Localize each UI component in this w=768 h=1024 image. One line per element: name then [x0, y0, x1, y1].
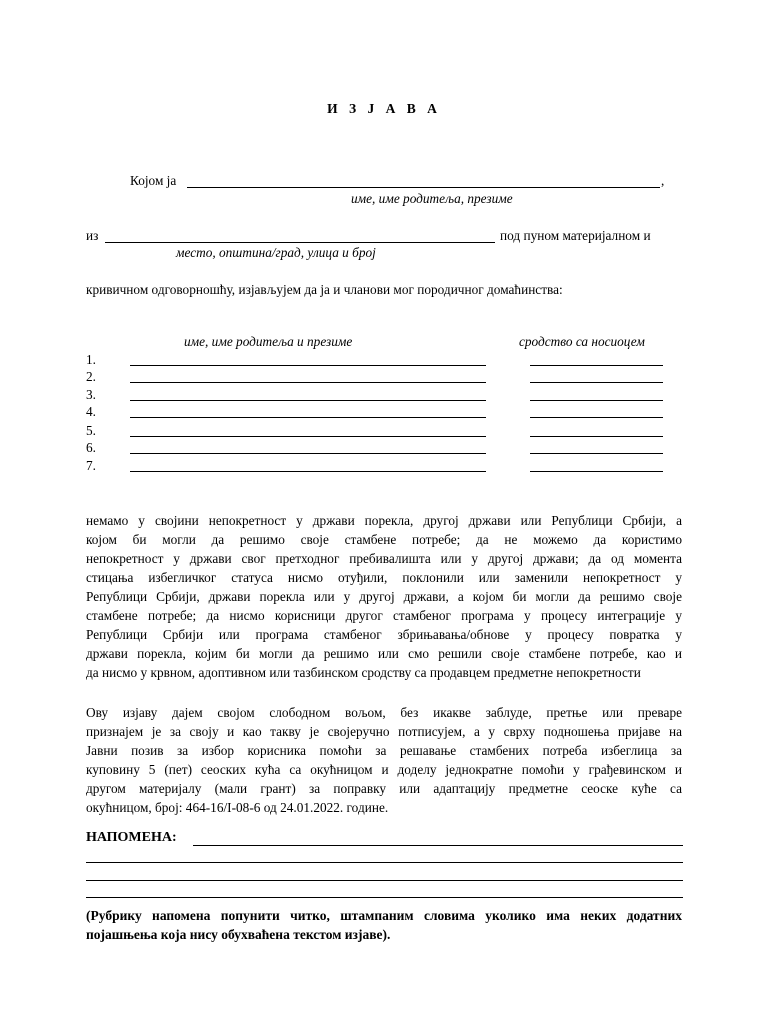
paragraph-line: стицања избегличког статуса нисмо отуђили, поклонили или заменили непокретност у: [86, 570, 682, 585]
row-number: 3.: [86, 387, 96, 402]
row-number: 6.: [86, 440, 96, 455]
members-column-header: име, име родитеља и презиме: [184, 334, 353, 349]
note-field-line[interactable]: [86, 862, 683, 863]
member-name-field[interactable]: [130, 453, 486, 454]
member-relation-field[interactable]: [530, 471, 663, 472]
document-title: И З Ј А В А: [327, 101, 441, 116]
note-field-line[interactable]: [86, 880, 683, 881]
paragraph-line: Републици Србији или програма стамбеног збрињавања/обнове у процесу повратка у: [86, 627, 682, 642]
member-relation-field[interactable]: [530, 382, 663, 383]
declaration-paragraph: [86, 511, 682, 682]
paragraph-line: Јавни позив за избор корисника помоћи за решавање стамбених потреба избеглица за: [86, 743, 682, 758]
row-number: 4.: [86, 404, 96, 419]
statement-intro: кривичном одговорношћу, изјављујем да ја и чланови мог породичног домаћинства:: [86, 282, 563, 297]
paragraph-line: окућницом, број: 464-16/I-08-6 од 24.01.2022. године.: [86, 800, 389, 815]
row-number: 1.: [86, 352, 96, 367]
member-relation-field[interactable]: [530, 400, 663, 401]
relation-column-header: сродство са носиоцем: [519, 334, 645, 349]
note-field-line[interactable]: [193, 845, 683, 846]
member-relation-field[interactable]: [530, 453, 663, 454]
address-label: из: [86, 228, 99, 243]
address-trailing-text: под пуном материјалном и: [500, 228, 651, 243]
member-name-field[interactable]: [130, 417, 486, 418]
note-instruction: [86, 906, 682, 944]
name-field-comma: ,: [661, 173, 665, 188]
member-name-field[interactable]: [130, 382, 486, 383]
name-label: Којом ја: [130, 173, 177, 188]
note-field-line[interactable]: [86, 897, 683, 898]
address-hint: место, општина/град, улица и број: [176, 245, 376, 260]
paragraph-line: другом материјалу (мали грант) за поправку или адаптацију предметне сеоске куће са: [86, 781, 682, 796]
paragraph-line: немамо у својини непокретност у држави порекла, другој држави или Републици Србији, а: [86, 513, 682, 528]
member-relation-field[interactable]: [530, 365, 663, 366]
note-label: НАПОМЕНА:: [86, 830, 177, 845]
instruction-line: појашњења која нису обухваћена текстом изјаве).: [86, 927, 391, 942]
row-number: 2.: [86, 369, 96, 384]
paragraph-line: признајем је за своју и као такву је својеручно потписујем, а у сврху подношења пријаве на: [86, 724, 682, 739]
row-number: 5.: [86, 423, 96, 438]
paragraph-line: држави порекла, којим би могли да решимо или смо решили своје стамбене потребе, као и: [86, 646, 682, 661]
address-field[interactable]: [105, 242, 495, 243]
member-relation-field[interactable]: [530, 417, 663, 418]
paragraph-line: куповину 5 (пет) сеоских кућа са окућницом и доделу једнократне помоћи у грађевинском и: [86, 762, 682, 777]
member-relation-field[interactable]: [530, 436, 663, 437]
paragraph-line: стамбене потребе; да нисмо корисници другог стамбеног програма у процесу интеграције у: [86, 608, 682, 623]
row-number: 7.: [86, 458, 96, 473]
member-name-field[interactable]: [130, 436, 486, 437]
paragraph-line: непокретност у држави свог претходног пребивалишта или у другој држави; да од момента: [86, 551, 682, 566]
paragraph-line: Републици Србији, држави порекла или у другој држави, а којом би могли да решимо своје: [86, 589, 682, 604]
name-hint: име, име родитеља, презиме: [351, 191, 513, 206]
paragraph-line: да нисмо у крвном, адоптивном или тазбинском сродству са продавцем предметне непокретности: [86, 665, 641, 680]
member-name-field[interactable]: [130, 400, 486, 401]
consent-paragraph: [86, 703, 682, 817]
paragraph-line: Ову изјаву дајем својом слободном вољом, без икакве заблуде, претње или преваре: [86, 705, 682, 720]
member-name-field[interactable]: [130, 471, 486, 472]
member-name-field[interactable]: [130, 365, 486, 366]
name-field[interactable]: [187, 187, 660, 188]
paragraph-line: којом би могли да решимо своје стамбене потребе; да не можемо да користимо: [86, 532, 682, 547]
instruction-line: (Рубрику напомена попунити читко, штампаним словима уколико има неких додатних: [86, 908, 682, 923]
